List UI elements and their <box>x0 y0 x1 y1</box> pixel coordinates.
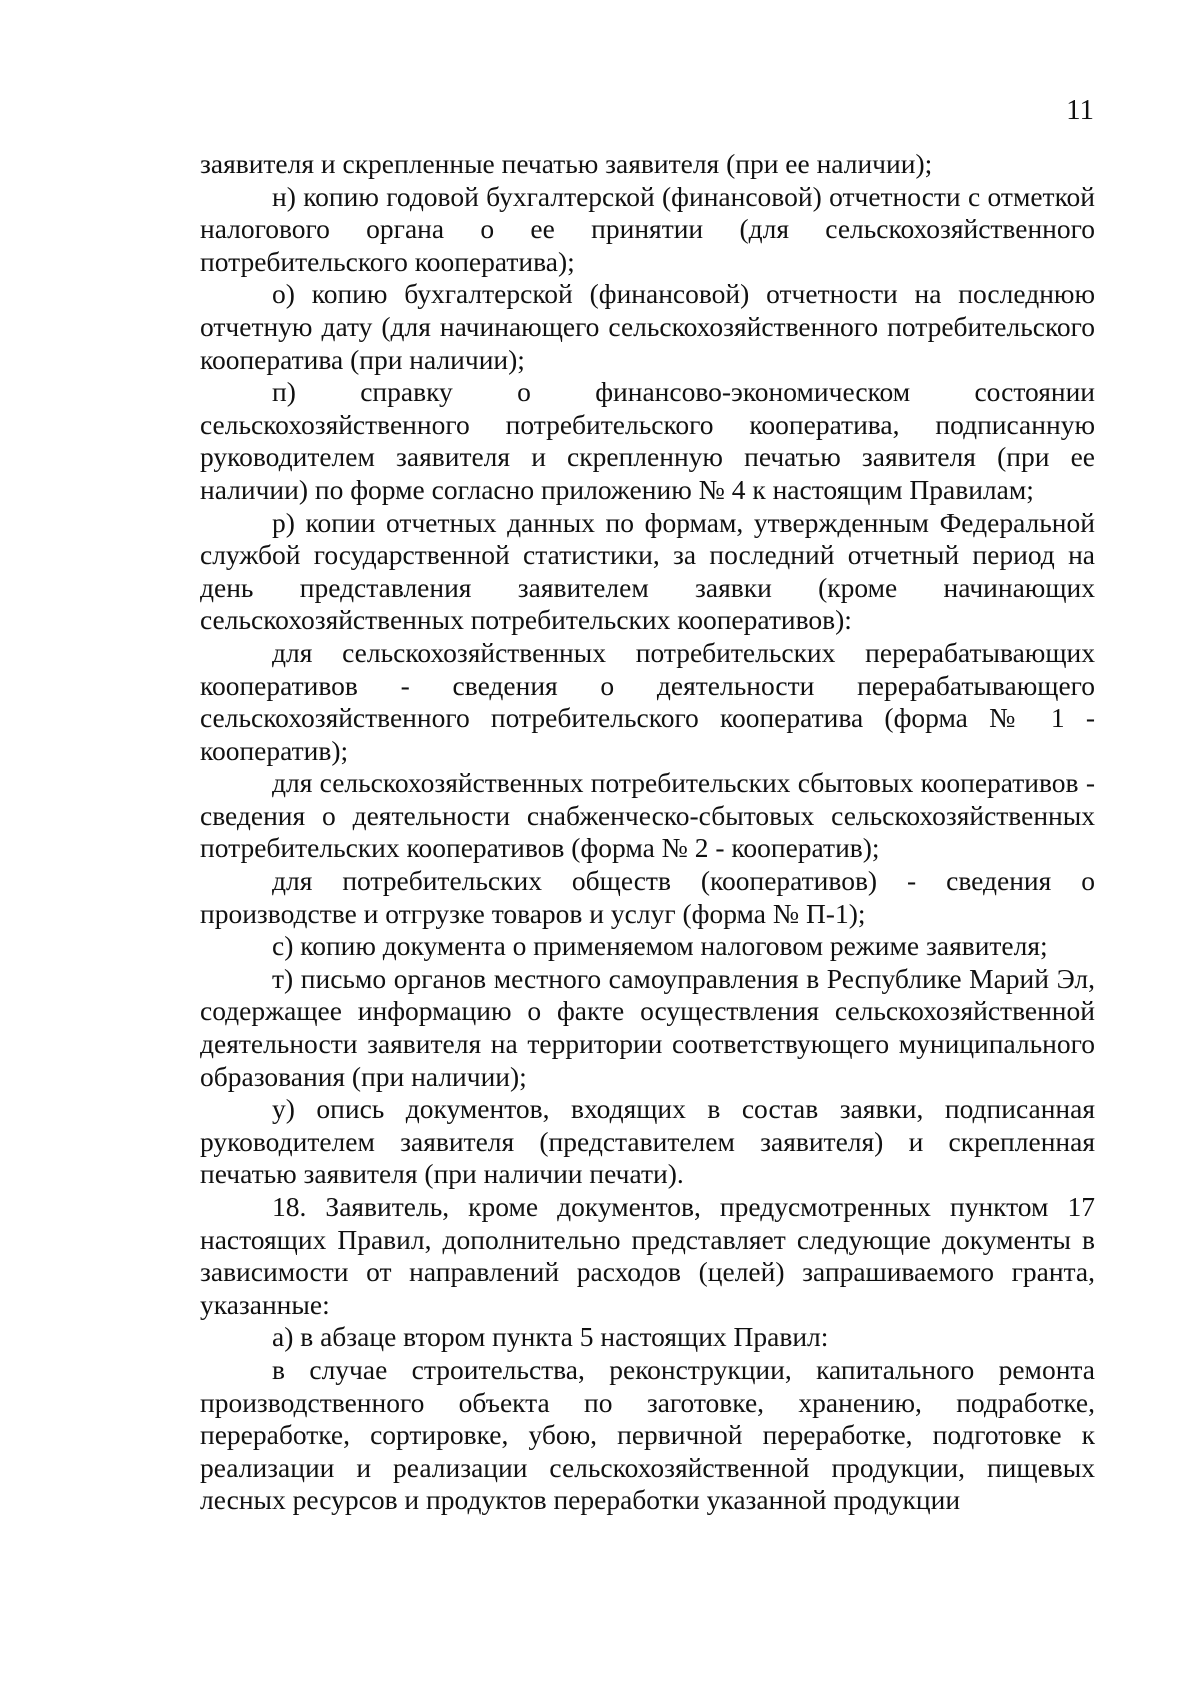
paragraph-item-u: у) опись документов, входящих в состав заявки, подписанная руководителем заявителя (представителем заявителя) и скрепленная печатью заявителя (при наличии печати). <box>200 1093 1095 1190</box>
paragraph-item-p: п) справку о финансово-экономическом состоянии сельскохозяйственного потребительского кооператива, подписанную руководителем заявителя и скрепленную печатью заявителя (при ее наличии) по форме согласно приложению № 4 к настоящим Правилам; <box>200 376 1095 505</box>
paragraph-processing-cooperatives: для сельскохозяйственных потребительских перерабатывающих кооперативов - сведения о деятельности перерабатывающего сельскохозяйственного потребительского кооператива (форма № 1 - кооператив); <box>200 636 1095 766</box>
paragraph-section-18: 18. Заявитель, кроме документов, предусмотренных пунктом 17 настоящих Правил, дополнительно представляет следующие документы в зависимости от направлений расходов (целей) запрашиваемого гранта, указанные: <box>200 1191 1095 1320</box>
paragraph-item-t: т) письмо органов местного самоуправления в Республике Марий Эл, содержащее информацию о факте осуществления сельскохозяйственной деятельности заявителя на территории соответствующего муниципального образования (при наличии); <box>200 962 1095 1092</box>
paragraph-continuation: заявителя и скрепленные печатью заявителя (при ее наличии); <box>200 148 933 179</box>
paragraph-item-s: с) копию документа о применяемом налоговом режиме заявителя; <box>272 930 1048 962</box>
page-number: 11 <box>1066 94 1094 126</box>
paragraph-item-r: р) копии отчетных данных по формам, утвержденным Федеральной службой государственной статистики, за последний отчетный период на день представления заявителем заявки (кроме начинающих сельскохозяйственных потребительских кооперативов): <box>200 506 1095 636</box>
paragraph-item-n: н) копию годовой бухгалтерской (финансовой) отчетности с отметкой налогового органа о ее принятии (для сельскохозяйственного потребительского кооператива); <box>200 180 1095 277</box>
paragraph-item-a: а) в абзаце втором пункта 5 настоящих Правил: <box>272 1321 829 1353</box>
paragraph-sales-cooperatives: для сельскохозяйственных потребительских сбытовых кооперативов - сведения о деятельности снабженческо-сбытовых сельскохозяйственных потребительских кооперативов (форма № 2 - кооператив); <box>200 767 1095 864</box>
paragraph-item-o: о) копию бухгалтерской (финансовой) отчетности на последнюю отчетную дату (для начинающего сельскохозяйственного потребительского кооператива (при наличии); <box>200 278 1095 375</box>
paragraph-construction-case: в случае строительства, реконструкции, капитального ремонта производственного объекта по заготовке, хранению, подработке, переработке, сортировке, убою, первичной переработке, подготовке к реализации и реализации сельскохозяйственной продукции, пищевых лесных ресурсов и продуктов переработки указанной продукции <box>200 1353 1095 1516</box>
paragraph-consumer-societies: для потребительских обществ (кооперативов) - сведения о производстве и отгрузке товаров и услуг (форма № П-1); <box>200 865 1095 929</box>
document-body <box>200 148 1095 1517</box>
